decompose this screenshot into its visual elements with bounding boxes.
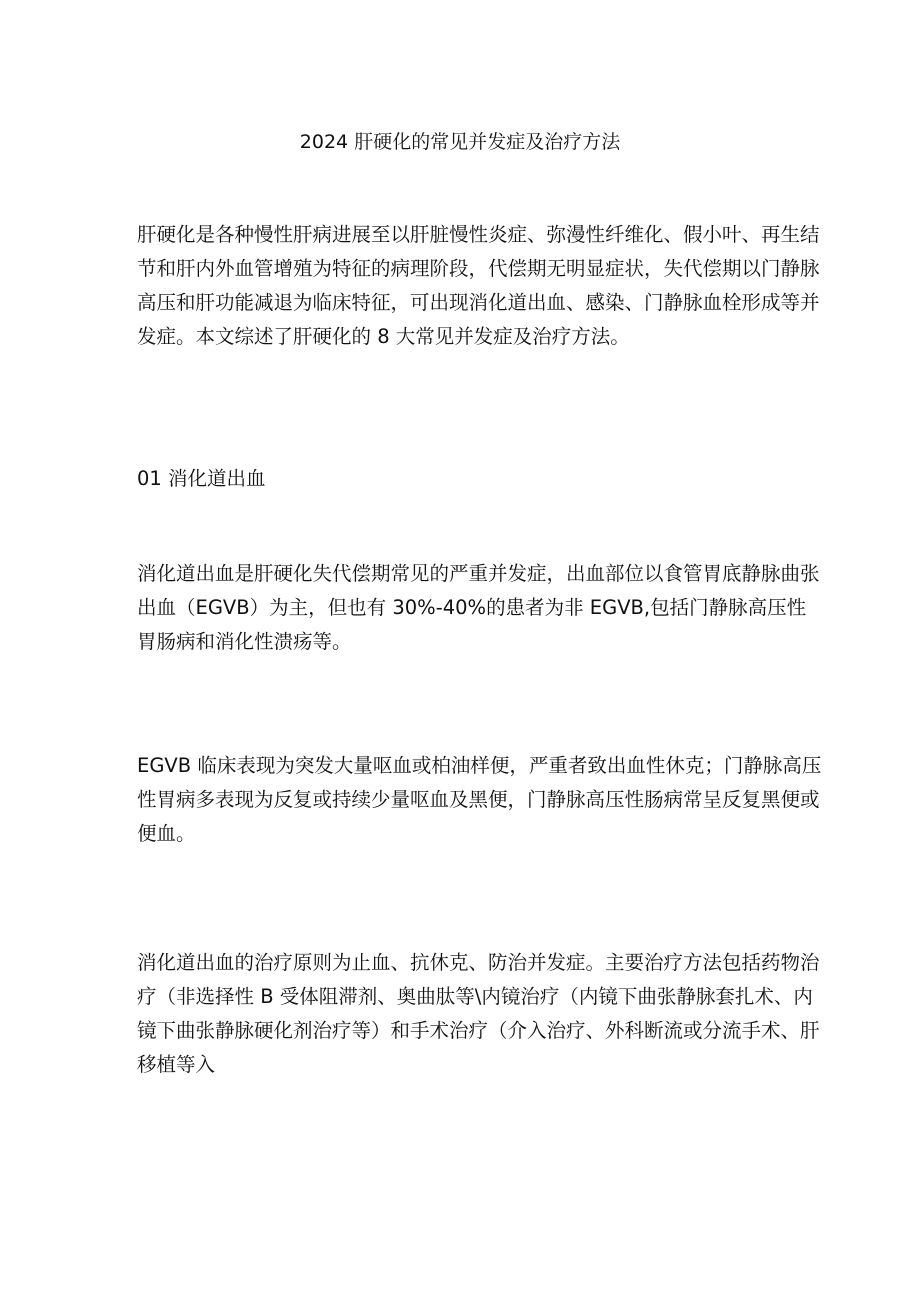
section-heading: 01 消化道出血 — [137, 467, 266, 490]
paragraph-line: 性胃病多表现为反复或持续少量呕血及黑便，门静脉高压性肠病常呈反复黑便或 — [137, 788, 820, 811]
clinical-presentation-paragraph — [137, 749, 822, 851]
paragraph-line: 消化道出血的治疗原则为止血、抗休克、防治并发症。主要治疗方法包括药物治 — [137, 951, 820, 974]
paragraph-line: 高压和肝功能减退为临床特征，可出现消化道出血、感染、门静脉血栓形成等并 — [137, 291, 820, 314]
paragraph-line: 疗（非选择性 B 受体阻滞剂、奥曲肽等\内镜治疗（内镜下曲张静脉套扎术、内 — [137, 985, 813, 1008]
paragraph-line: 出血（EGVB）为主，但也有 30%-40%的患者为非 EGVB,包括门静脉高压性 — [137, 596, 807, 619]
intro-paragraph — [137, 218, 820, 354]
paragraph-line: 节和肝内外血管增殖为特征的病理阶段，代偿期无明显症状，失代偿期以门静脉 — [137, 257, 820, 280]
paragraph-line: 移植等入 — [137, 1053, 216, 1076]
paragraph-line: EGVB 临床表现为突发大量呕血或柏油样便，严重者致出血性休克；门静脉高压 — [137, 754, 822, 777]
paragraph-line: 镜下曲张静脉硬化剂治疗等）和手术治疗（介入治疗、外科断流或分流手术、肝 — [137, 1019, 820, 1042]
paragraph-line: 胃肠病和消化性溃疡等。 — [137, 630, 352, 653]
bleeding-overview-paragraph — [137, 557, 820, 659]
paragraph-line: 发症。本文综述了肝硬化的 8 大常见并发症及治疗方法。 — [137, 325, 630, 348]
paragraph-line: 肝硬化是各种慢性肝病进展至以肝脏慢性炎症、弥漫性纤维化、假小叶、再生结 — [137, 223, 820, 246]
paragraph-line: 便血。 — [137, 822, 196, 845]
treatment-paragraph — [137, 946, 820, 1082]
paragraph-line: 消化道出血是肝硬化失代偿期常见的严重并发症，出血部位以食管胃底静脉曲张 — [137, 562, 820, 585]
document-title: 2024 肝硬化的常见并发症及治疗方法 — [299, 131, 621, 153]
